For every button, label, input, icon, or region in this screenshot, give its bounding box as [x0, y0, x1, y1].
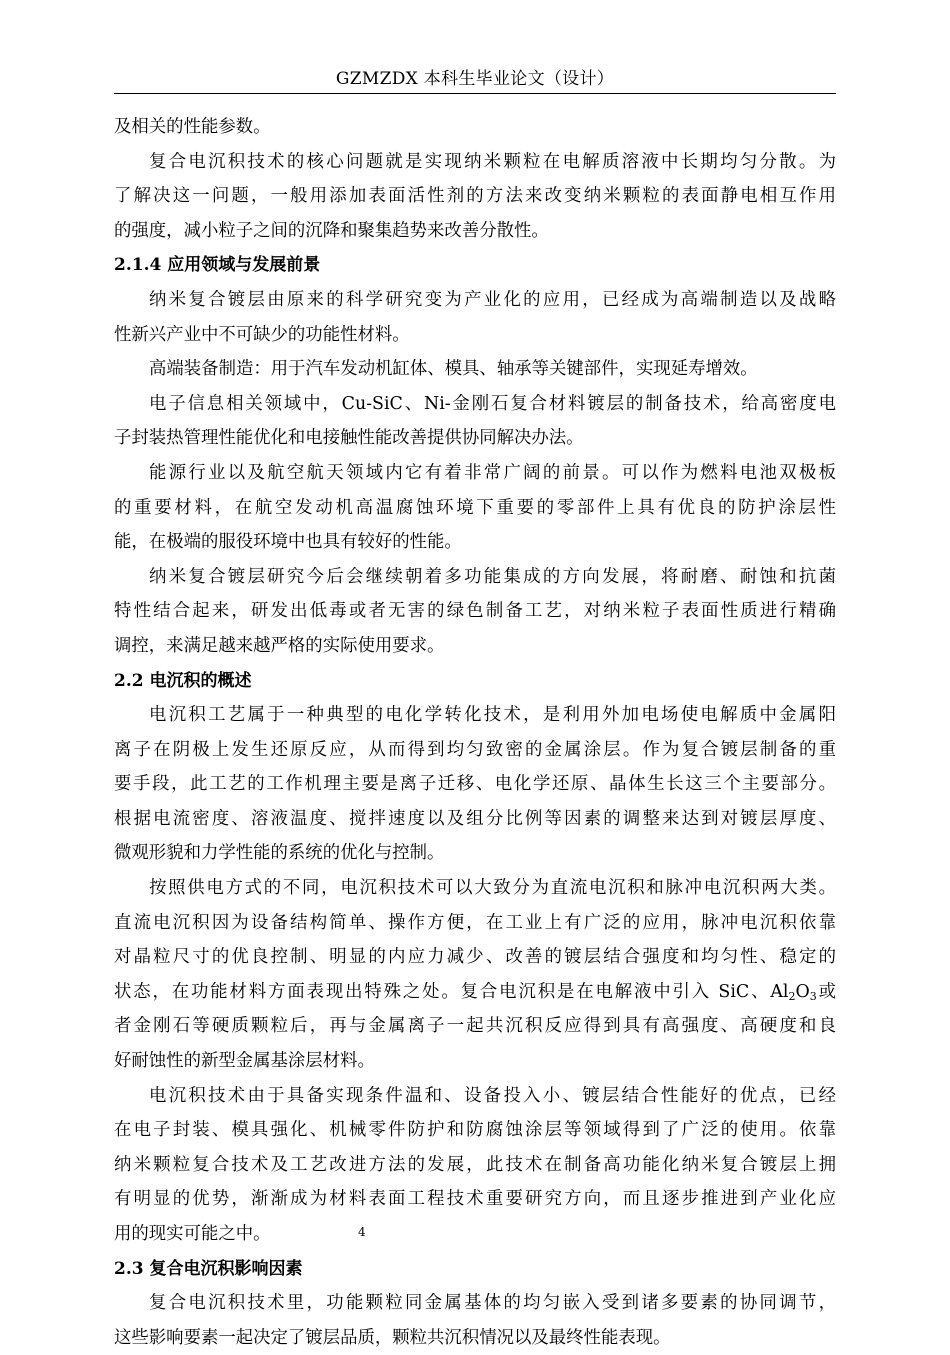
text-line: 复合电沉积技术的核心问题就是实现纳米颗粒在电解质溶液中长期均匀分散。为 [149, 151, 836, 172]
text-line: 者金刚石等硬质颗粒后，再与金属离子一起共沉积反应得到具有高强度、高硬度和良 [114, 1016, 836, 1037]
page-header: GZMZDX 本科生毕业论文（设计） [114, 66, 836, 94]
text-line: 性新兴产业中不可缺少的功能性材料。 [114, 324, 410, 345]
text-line: 电沉积技术由于具备实现条件温和、设备投入小、镀层结合性能好的优点，已经 [149, 1085, 836, 1106]
text-run: 状态，在功能材料方面表现出特殊之处。复合电沉积是在电解液中引入 SiC、Al [114, 981, 789, 1002]
text-line: 用的现实可能之中。 [114, 1224, 271, 1244]
text-line: 有明显的优势，渐渐成为材料表面工程技术重要研究方向，而且逐步推进到产业化应 [114, 1189, 836, 1210]
text-line: 的强度，减小粒子之间的沉降和聚集趋势来改善分散性。 [114, 220, 549, 241]
section-heading: 2.3 复合电沉积影响因素 [114, 1258, 303, 1279]
subscript: 2 [788, 989, 796, 1003]
text-line: 的重要材料，在航空发动机高温腐蚀环境下重要的零部件上具有优良的防护涂层性 [114, 497, 836, 518]
text-line: 在电子封装、模具强化、机械零件防护和防腐蚀涂层等领域得到了广泛的使用。依靠 [114, 1120, 836, 1141]
text-line: 子封装热管理性能优化和电接触性能改善提供协同解决办法。 [114, 428, 584, 449]
text-line [114, 975, 836, 1010]
text-line: 好耐蚀性的新型金属基涂层材料。 [114, 1051, 375, 1072]
text-line: 能，在极端的服役环境中也具有较好的性能。 [114, 532, 462, 553]
text-line: 离子在阴极上发生还原反应，从而得到均匀致密的金属涂层。作为复合镀层制备的重 [114, 739, 836, 760]
text-line: 根据电流密度、溶液温度、搅拌速度以及组分比例等因素的调整来达到对镀层厚度、 [114, 808, 836, 829]
text-line: 特性结合起来，研发出低毒或者无害的绿色制备工艺，对纳米粒子表面性质进行精确 [114, 601, 836, 622]
text-run: O [795, 981, 810, 1002]
text-line: 高端装备制造：用于汽车发动机缸体、模具、轴承等关键部件，实现延寿增效。 [149, 359, 758, 380]
page-number: 4 [358, 1225, 366, 1239]
page-body [114, 110, 836, 1355]
text-line: 直流电沉积因为设备结构简单、操作方便，在工业上有广泛的应用，脉冲电沉积依靠 [114, 912, 836, 933]
text-line: 电子信息相关领域中，Cu-SiC、Ni-金刚石复合材料镀层的制备技术，给高密度电 [149, 393, 836, 414]
section-heading: 2.2 电沉积的概述 [114, 670, 252, 691]
text-line: 及相关的性能参数。 [114, 117, 271, 137]
text-line: 微观形貌和力学性能的系统的优化与控制。 [114, 843, 445, 864]
section-heading: 2.1.4 应用领域与发展前景 [114, 255, 321, 276]
text-line: 了解决这一问题，一般用添加表面活性剂的方法来改变纳米颗粒的表面静电相互作用 [114, 186, 836, 207]
text-line: 按照供电方式的不同，电沉积技术可以大致分为直流电沉积和脉冲电沉积两大类。 [149, 878, 836, 899]
text-line: 要手段，此工艺的工作机理主要是离子迁移、电化学还原、晶体生长这三个主要部分。 [114, 774, 836, 795]
text-line: 纳米颗粒复合技术及工艺改进方法的发展，此技术在制备高功能化纳米复合镀层上拥 [114, 1154, 836, 1175]
text-line: 电沉积工艺属于一种典型的电化学转化技术，是利用外加电场使电解质中金属阳 [149, 705, 836, 726]
text-line: 对晶粒尺寸的优良控制、明显的内应力减少、改善的镀层结合强度和均匀性、稳定的 [114, 947, 836, 968]
text-line: 纳米复合镀层研究今后会继续朝着多功能集成的方向发展，将耐磨、耐蚀和抗菌 [149, 566, 836, 587]
text-line: 这些影响要素一起决定了镀层品质，颗粒共沉积情况以及最终性能表现。 [114, 1327, 671, 1348]
text-line: 复合电沉积技术里，功能颗粒同金属基体的均匀嵌入受到诸多要素的协同调节， [149, 1293, 836, 1314]
text-line: 调控，来满足越来越严格的实际使用要求。 [114, 635, 445, 656]
text-run: 或 [816, 981, 836, 1002]
text-line: 纳米复合镀层由原来的科学研究变为产业化的应用，已经成为高端制造以及战略 [149, 289, 836, 310]
subscript: 3 [809, 989, 817, 1003]
text-line: 能源行业以及航空航天领域内它有着非常广阔的前景。可以作为燃料电池双极板 [149, 462, 836, 483]
